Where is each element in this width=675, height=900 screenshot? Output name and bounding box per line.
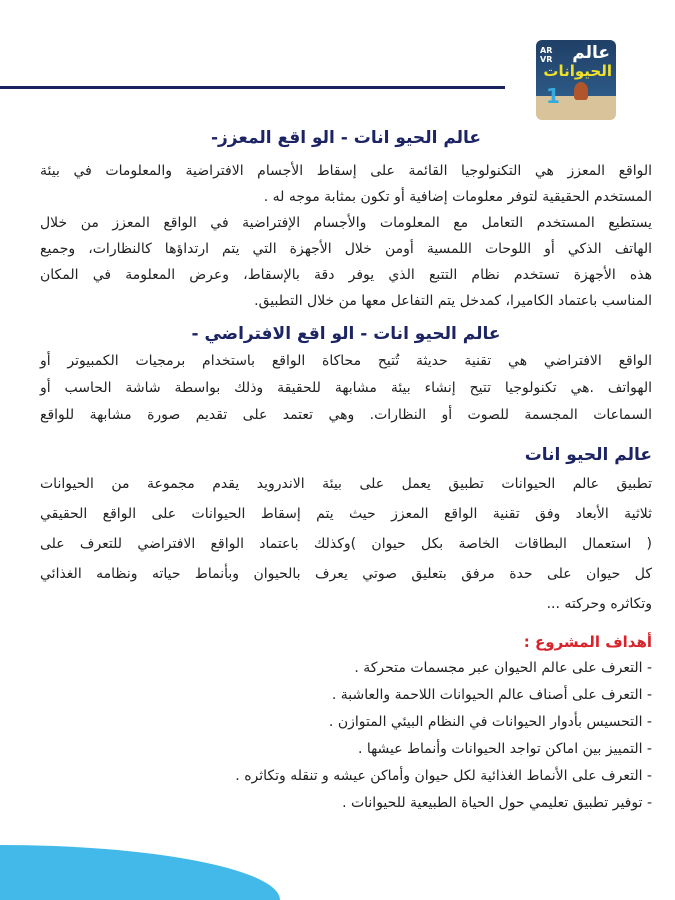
header-rule	[0, 86, 505, 89]
text-line: ثلاثية الأبعاد وفق تقنية الواقع المعزز حيث يتم إسقاط الحيوانات على الواقع الحقيقي	[40, 506, 652, 522]
app-logo	[536, 40, 616, 120]
text-line: المستخدم الحقيقية لتوفر معلومات إضافية أو تكون بمثابة موجه له .	[263, 189, 652, 205]
logo-title-2: الحيوانات	[543, 62, 612, 80]
logo-number: 1	[546, 84, 560, 108]
text-line: السماعات المجسمة للصوت أو النظارات. وهي تعتمد على تقديم صورة مشابهة للواقع	[40, 407, 652, 423]
section-vr	[40, 320, 652, 429]
text-line: وتكاثره وحركته ...	[546, 596, 652, 612]
goal-item: - التعرف على عالم الحيوان عبر مجسمات متحركة .	[354, 660, 652, 676]
document-body	[40, 124, 652, 817]
text-line: الهواتف .هي تكنولوجيا تتيح إنشاء بيئة مشابهة للحقيقة وذلك بواسطة شاشة الحاسب أو	[40, 380, 652, 396]
section-app	[40, 441, 652, 619]
text-line: الهاتف الذكي أو اللوحات اللمسية أومن خلال الأجهزة التي يتم ارتداؤها كالنظارات، وجميع	[40, 241, 652, 257]
text-line: الواقع المعزز هي التكنولوجيا القائمة على إسقاط الأجسام الافتراضية والمعلومات في بيئة	[40, 163, 652, 179]
heading-vr: عالم الحيو انات - الو اقع الافتراضي -	[191, 324, 501, 344]
text-line: المناسب باعتماد الكاميرا، كمدخل يتم التفاعل معها من خلال التطبيق.	[254, 293, 652, 309]
goal-item: - التمييز بين اماكن تواجد الحيوانات وأنماط عيشها .	[357, 741, 652, 757]
section-ar	[40, 124, 652, 314]
decorative-blue-shape	[0, 845, 280, 900]
logo-title-1: عالم	[572, 43, 610, 63]
text-line: هذه الأجهزة تستخدم نظام التتبع الذي يوفر دقة بالإسقاط، وعرض المعلومة في المكان	[40, 267, 652, 283]
heading-ar: عالم الحيو انات - الو اقع المعزز-	[210, 128, 482, 148]
heading-app: عالم الحيو انات	[524, 445, 652, 465]
goal-item: - التعرف على الأنماط الغذائية لكل حيوان وأماكن عيشه و تنقله وتكاثره .	[235, 768, 652, 784]
text-line: الواقع الافتراضي هي تقنية حديثة تُتيح محاكاة الواقع باستخدام برمجيات الكمبيوتر أو	[40, 353, 652, 369]
goals-heading: أهداف المشروع :	[523, 633, 652, 651]
goal-item: - التحسيس بأدوار الحيوانات في النظام البيئي المتوازن .	[328, 714, 652, 730]
animal-figure-icon	[574, 82, 588, 100]
text-line: يستطيع المستخدم التعامل مع المعلومات والأجسام الإفتراضية في الواقع المعزز من خلال	[40, 215, 652, 231]
goal-item: - التعرف على أصناف عالم الحيوانات اللاحمة والعاشبة .	[331, 687, 652, 703]
text-line: ( استعمال البطاقات الخاصة بكل حيوان )وكذلك باعتماد الواقع الافتراضي للتعرف على	[40, 536, 652, 552]
text-line: كل حيوان على حدة مرفق بتعليق صوتي يعرف بالحيوان وبأنماط حياته ونظامه الغذائي	[40, 566, 652, 582]
logo-badge: AR VR	[540, 46, 553, 64]
text-line: تطبيق عالم الحيوانات تطبيق يعمل على بيئة الاندرويد يقدم مجموعة من الحيوانات	[40, 476, 652, 492]
goals-section	[40, 629, 652, 817]
goal-item: - توفير تطبيق تعليمي حول الحياة الطبيعية للحيوانات .	[342, 795, 652, 811]
